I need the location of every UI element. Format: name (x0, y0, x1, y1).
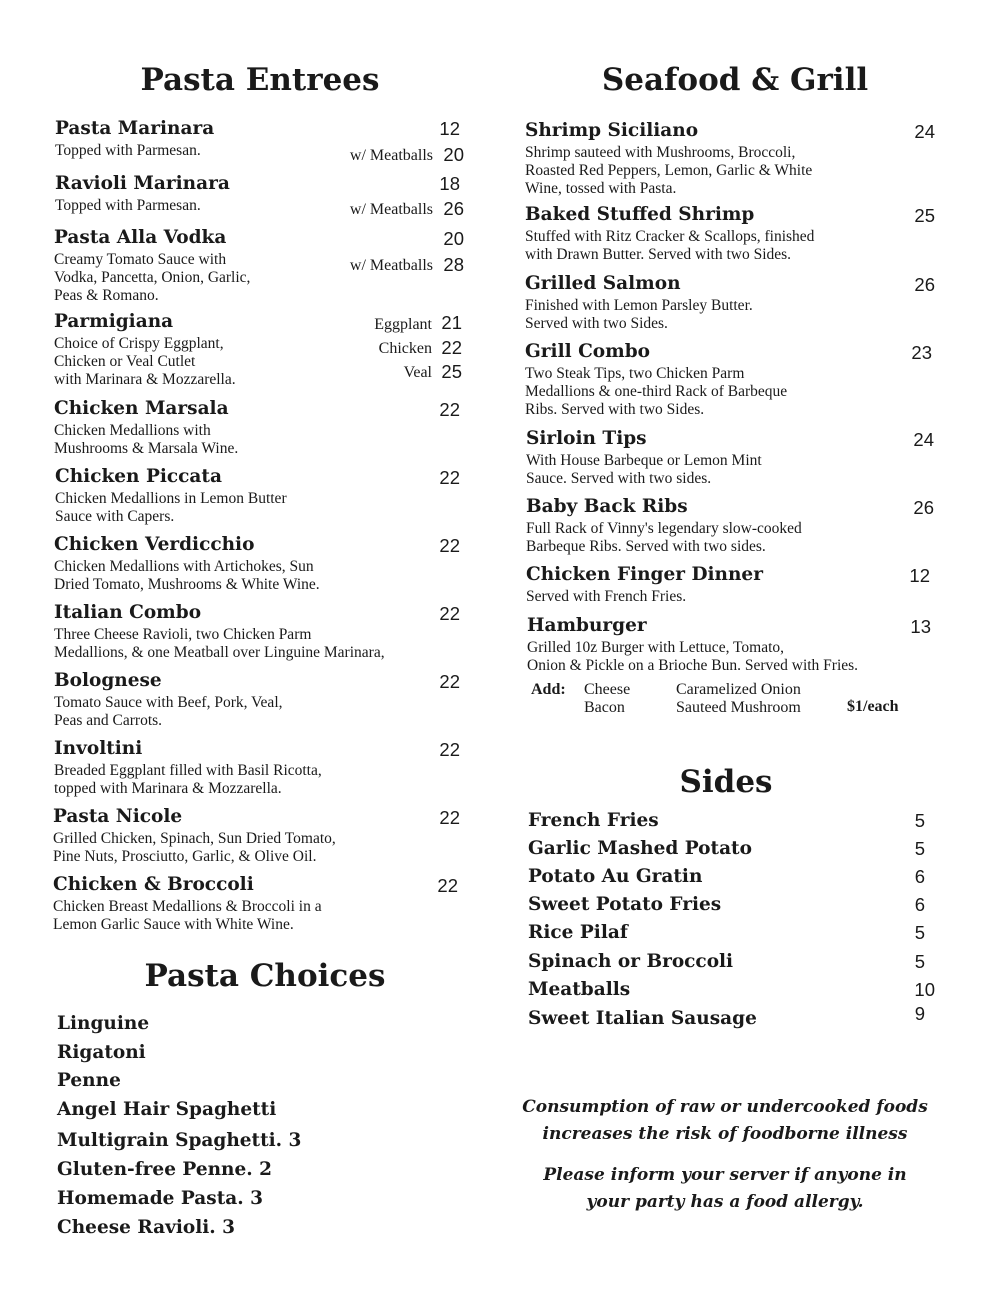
side-item-name: Potato Au Gratin (528, 866, 703, 887)
menu-item-grilled-salmon (525, 273, 753, 333)
item-price: 24 (913, 429, 934, 450)
allergy-notice: Please inform your server if anyone in your party has a food allergy. (543, 1165, 907, 1212)
item-variant-label: w/ Meatballs (349, 147, 433, 164)
menu-item-grill-combo (525, 341, 787, 419)
side-item-price: 5 (914, 951, 925, 972)
menu-item-chicken-verdicchio (54, 534, 320, 594)
item-variant-price: 20 (443, 144, 464, 165)
side-item-price: 5 (914, 838, 925, 859)
item-name: Chicken Verdicchio (54, 534, 255, 555)
item-name: Grilled Salmon (525, 273, 681, 294)
menu-item-shrimp-siciliano (525, 120, 812, 198)
item-name: Baby Back Ribs (526, 496, 688, 517)
item-name: Pasta Marinara (55, 118, 215, 139)
menu-item-ravioli-marinara (55, 173, 230, 215)
item-desc: Choice of Crispy Eggplant, Chicken or Veal Cutlet with Marinara & Mozzarella. (54, 335, 236, 388)
item-desc: Chicken Medallions with Mushrooms & Marsala Wine. (54, 422, 239, 457)
option-eggplant-price: 21 (441, 312, 462, 333)
item-desc: Shrimp sauteed with Mushrooms, Broccoli, Roasted Red Peppers, Lemon, Garlic & White Wine, tossed with Pasta. (525, 144, 813, 197)
item-name: Chicken & Broccoli (53, 874, 254, 895)
item-desc: Stuffed with Ritz Cracker & Scallops, finished with Drawn Butter. Served with two Sides. (525, 228, 815, 263)
item-desc: Full Rack of Vinny's legendary slow-cooked Barbeque Ribs. Served with two sides. (526, 520, 802, 555)
addon-price: $1/each (847, 698, 899, 715)
item-name: Parmigiana (54, 311, 174, 332)
item-name: Pasta Nicole (53, 806, 183, 827)
item-variant-price: 26 (443, 198, 464, 219)
side-item-name: Rice Pilaf (528, 922, 628, 943)
menu-item-chicken-marsala (54, 398, 238, 458)
pasta-choice-item: Rigatoni (57, 1042, 146, 1063)
item-desc: Served with French Fries. (526, 588, 687, 605)
side-item-price: 9 (914, 1003, 925, 1024)
menu-item-pasta-nicole (53, 806, 336, 866)
item-price: 22 (439, 807, 460, 828)
item-price: 22 (439, 739, 460, 760)
item-name: Baked Stuffed Shrimp (525, 204, 755, 225)
item-variant-label: w/ Meatballs (349, 257, 433, 274)
item-price: 18 (439, 173, 460, 194)
item-name: Pasta Alla Vodka (54, 227, 227, 248)
menu-item-chicken-piccata (55, 466, 287, 526)
pasta-choice-item: Homemade Pasta. 3 (57, 1188, 263, 1209)
side-item-price: 6 (914, 894, 925, 915)
item-desc: Creamy Tomato Sauce with Vodka, Pancetta, Onion, Garlic, Peas & Romano. (54, 251, 251, 304)
item-price: 22 (439, 467, 460, 488)
item-desc: Three Cheese Ravioli, two Chicken Parm Medallions, & one Meatball over Linguine Marinara, (54, 626, 385, 661)
item-price: 12 (439, 118, 460, 139)
side-item-name: Spinach or Broccoli (528, 951, 734, 972)
menu-item-parmigiana (54, 311, 236, 389)
pasta-choice-item: Gluten-free Penne. 2 (57, 1159, 273, 1180)
raw-food-warning: Consumption of raw or undercooked foods increases the risk of foodborne illness (522, 1097, 928, 1144)
item-name: Bolognese (54, 670, 162, 691)
item-name: Involtini (54, 738, 143, 759)
item-name: Chicken Marsala (54, 398, 229, 419)
item-price: 22 (439, 399, 460, 420)
menu-item-italian-combo (54, 602, 385, 662)
item-name: Shrimp Siciliano (525, 120, 699, 141)
item-price: 22 (439, 671, 460, 692)
option-eggplant-label: Eggplant (374, 316, 432, 333)
item-price: 13 (910, 616, 931, 637)
item-price: 22 (437, 875, 458, 896)
item-price: 24 (914, 121, 935, 142)
menu-item-baby-back-ribs (526, 496, 802, 556)
item-desc: Topped with Parmesan. (55, 142, 201, 159)
pasta-choice-item: Penne (57, 1070, 121, 1091)
side-item-name: Sweet Potato Fries (528, 894, 722, 915)
menu-item-involtini (54, 738, 322, 798)
item-variant-price: 28 (443, 254, 464, 275)
menu-item-chicken-broccoli (53, 874, 322, 934)
addon-options-1: Cheese Bacon (584, 681, 631, 716)
item-name: Italian Combo (54, 602, 202, 623)
item-name: Hamburger (527, 615, 647, 636)
item-desc: Grilled 10z Burger with Lettuce, Tomato, Onion & Pickle on a Brioche Bun. Served with Fries. (527, 639, 859, 674)
side-item-price: 5 (914, 922, 925, 943)
addon-label: Add: (531, 681, 566, 698)
menu-item-baked-stuffed-shrimp (525, 204, 814, 264)
item-desc: Two Steak Tips, two Chicken Parm Medallions & one-third Rack of Barbeque Ribs. Served with two Sides. (525, 365, 788, 418)
item-price: 12 (909, 565, 930, 586)
menu-item-pasta-marinara (55, 118, 214, 160)
pasta-choice-item: Angel Hair Spaghetti (57, 1099, 277, 1120)
option-chicken-price: 22 (441, 337, 462, 358)
item-name: Grill Combo (525, 341, 650, 362)
seafood-grill-title: Seafood & Grill (601, 62, 869, 98)
addon-options-2: Caramelized Onion Sauteed Mushroom (676, 681, 801, 716)
item-desc: Finished with Lemon Parsley Butter. Served with two Sides. (525, 297, 753, 332)
pasta-entrees-title: Pasta Entrees (140, 62, 380, 98)
pasta-choices-title: Pasta Choices (144, 958, 386, 994)
item-desc: Chicken Medallions with Artichokes, Sun Dried Tomato, Mushrooms & White Wine. (54, 558, 320, 593)
option-veal-price: 25 (441, 361, 462, 382)
item-name: Chicken Finger Dinner (526, 564, 763, 585)
pasta-choice-item: Linguine (57, 1013, 150, 1034)
item-price: 26 (913, 497, 934, 518)
item-name: Ravioli Marinara (55, 173, 230, 194)
item-price: 22 (439, 535, 460, 556)
side-item-price: 5 (914, 810, 925, 831)
menu-item-bolognese (54, 670, 283, 730)
item-desc: Tomato Sauce with Beef, Pork, Veal, Peas and Carrots. (54, 694, 283, 729)
item-price: 25 (914, 205, 935, 226)
item-desc: Topped with Parmesan. (55, 197, 201, 214)
item-name: Chicken Piccata (55, 466, 222, 487)
side-item-price: 10 (914, 979, 935, 1000)
item-desc: Breaded Eggplant filled with Basil Ricotta, topped with Marinara & Mozzarella. (54, 762, 322, 797)
menu-item-chicken-finger-dinner (526, 564, 763, 606)
side-item-name: French Fries (528, 810, 659, 831)
item-desc: Chicken Breast Medallions & Broccoli in a Lemon Garlic Sauce with White Wine. (53, 898, 322, 933)
item-price: 26 (914, 274, 935, 295)
menu-item-pasta-alla-vodka (54, 227, 250, 305)
item-price: 20 (443, 228, 464, 249)
item-desc: Chicken Medallions in Lemon Butter Sauce with Capers. (55, 490, 287, 525)
menu-item-hamburger (527, 615, 858, 675)
item-price: 23 (911, 342, 932, 363)
pasta-choice-item: Multigrain Spaghetti. 3 (57, 1130, 302, 1151)
menu-item-sirloin-tips (526, 428, 762, 488)
item-name: Sirloin Tips (526, 428, 647, 449)
item-price: 22 (439, 603, 460, 624)
side-item-price: 6 (914, 866, 925, 887)
option-chicken-label: Chicken (378, 340, 432, 357)
side-item-name: Garlic Mashed Potato (528, 838, 752, 859)
side-item-name: Sweet Italian Sausage (528, 1008, 757, 1029)
sides-title: Sides (679, 764, 773, 800)
item-variant-label: w/ Meatballs (349, 201, 433, 218)
option-veal-label: Veal (403, 364, 432, 381)
pasta-choice-item: Cheese Ravioli. 3 (57, 1217, 236, 1238)
side-item-name: Meatballs (528, 979, 631, 1000)
item-desc: Grilled Chicken, Spinach, Sun Dried Tomato, Pine Nuts, Prosciutto, Garlic, & Olive Oil. (53, 830, 336, 865)
item-desc: With House Barbeque or Lemon Mint Sauce. Served with two sides. (526, 452, 762, 487)
